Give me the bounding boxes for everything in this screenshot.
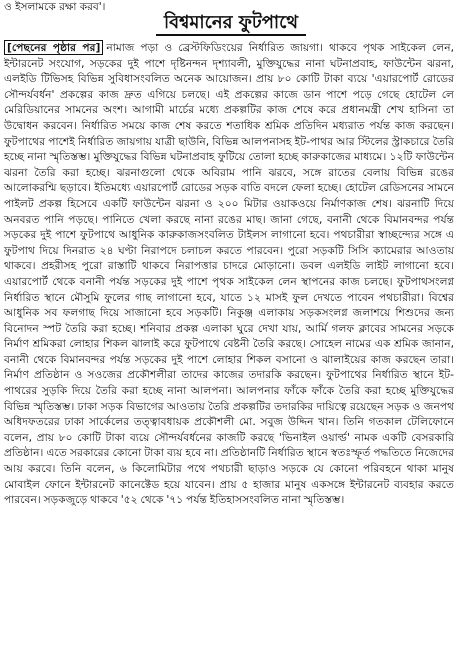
article-body-text: নামাজ পড়া ও ব্রেস্টফিডিংয়ের নির্ধারিত জায়গা। থাকবে পৃথক সাইকেল লেন, ইন্টারনেট সংযোগ, সড়কের দুই পাশে দৃষ্টিনন্দন দৃশ্যাবলী, মুক্তিযুদ্ধের নানা ঘটনাপ্রবাহ, ফাউন্টেন ঝরনা, এলইডি টিভিসহ বিভিন্ন সুবিধাসংবলিত অনেক আয়োজন। প্রায় ৮০ কোটি টাকা ব্যয়ে 'এয়ারপোর্ট রোডের সৌন্দর্যবর্ধন' প্রকল্পের কাজ দ্রুত এগিয়ে চলছে। এই প্রকল্পের কাজে ডান পাশে পড়ে গেছে হোটেল লে মেরিডিয়ানের সামনের অংশ। আগামী মার্চের মধ্যে প্রকল্পটির কাজ শেষে করে প্রধানমন্ত্রী শেখ হাসিনা তা উদ্বোধন করবেন। নির্ধারিত সময়ে কাজ শেষ করতে শতাধিক শ্রমিক প্রতিদিন মধ্যরাত পর্যন্ত কাজ করছেন। ফুটপাথের পাশেই নির্ধারিত জায়গায় যাত্রী ছাউনি, বিভিন্ন আলপনাসহ ইট-পাথর আর স্টিলের স্ট্রাকচারে তৈরি হচ্ছে নানা স্মৃতিস্তম্ভ। মুক্তিযুদ্ধের বিভিন্ন ঘটনাপ্রবাহ ফুটিয়ে তোলা হচ্ছে কারুকাজের মাধ্যমে। ১২টি ফাউন্টেন ঝরনা তৈরি করা হচ্ছে। ঝরনাগুলো থেকে অবিরাম পানি ঝরবে, সঙ্গে রাতের বেলায় বিভিন্ন রঙের আলোকরশ্মি ছড়াবে। ইতিমধ্যে এয়ারপোর্ট রোডের সড়ক বাতি বদলে ফেলা হচ্ছে। হোটেল রেডিসনের সামনে পাইলট প্রকল্প হিসেবে একটি ফাউন্টেন ঝরনা ও ২০০ মিটার ওয়াকওয়ে নির্মাণকাজ শেষ। ঝরনাটি দিয়ে অনবরত পানি পড়ছে। পানিতে খেলা করছে নানা রঙের মাছ। জানা গেছে, বনানী থেকে বিমানবন্দর পর্যন্ত সড়কের দুই পাশে ফুটপাথে আধুনিক কারুকাজসংবলিত টাইলস লাগানো হবে। পথচারীরা স্বাচ্ছন্দ্যের সঙ্গে এ ফুটপাথ দিয়ে দিনরাত ২৪ ঘণ্টা নিরাপদে চলাচল করতে পারবেন। পুরো সড়কটি সিসি ক্যামেরার আওতায় থাকবে। প্রহরীসহ পুরো রাস্তাটি থাকবে নিরাপত্তার চাদরে মোড়ানো। ডবল এলইডি লাইট লাগানো হবে। এয়ারপোর্ট থেকে বনানী পর্যন্ত সড়কের দুই পাশে পৃথক সাইকেল লেন স্থাপনের কাজ চলছে। ফুটপাথসংলগ্ন নির্ধারিত স্থানে মৌসুমি ফুলের গাছ লাগানো হবে, যাতে ১২ মাসই ফুল দেখতে পাবেন পথচারীরা। বিশ্বের আধুনিক সব ফলগাছ দিয়ে সাজানো হবে সড়কটি। নিকুঞ্জ এলাকায় সড়কসংলগ্ন জলাশয়ে শিশুদের জন্য বিনোদন স্পট তৈরি করা হচ্ছে। শনিবার প্রকল্প এলাকা ঘুরে দেখা যায়, আর্মি গলফ ক্লাবের সামনের সড়কে নির্মাণ শ্রমিকরা লোহার শিকল ঝালাই করে ফুটপাথে বেষ্টনী তৈরি করছে। সোহেল নামের এক শ্রমিক জানান, বনানী থেকে বিমানবন্দর পর্যন্ত সড়কের দুই পাশে লোহার শিকল বসানো ও ঝালাইয়ের কাজ করছেন তারা। নির্মাণ প্রতিষ্ঠান ও সওজের প্রকৌশলীরা তাদের কাজের তদারকি করছেন। ফুটপাথের নির্ধারিত স্থানে ইট-পাথরের সুড়কি দিয়ে তৈরি করা হচ্ছে নানা আলপনা। আলপনার ফাঁকে ফাঁকে তৈরি করা হচ্ছে মুক্তিযুদ্ধের বিভিন্ন স্মৃতিস্তম্ভ। ঢাকা সড়ক বিভাগের আওতায় তৈরি প্রকল্পটির তদারকির দায়িত্বে রয়েছেন সড়ক ও জনপথ অধিদফতরের ঢাকা সার্কেলের তত্ত্বাবধায়ক প্রকৌশলী মো. সবুজ উদ্দিন খান। তিনি গতকাল টেলিফোনে বলেন, প্রায় ৮০ কোটি টাকা ব্যয়ে সৌন্দর্যবর্ধনের কাজটি করছে 'ভিনাইল ওয়ার্ল্ড' নামক একটি বেসরকারি প্রতিষ্ঠান। এতে সরকারের কোনো টাকা ব্যয় হবে না। প্রতিষ্ঠানটি নির্ধারিত স্থানে স্বতঃস্ফূর্ত পদ্ধতিতে নিজেদের আয় করবে। তিনি বলেন, ৬ কিলোমিটার পথে পথচারী ছাড়াও সড়কে যে কোনো পরিবহনে থাকা মানুষ মোবাইল ফোনে ইন্টারনেট কানেক্টেড হয়ে যাবেন। প্রায় ৫ হাজার মানুষ একসঙ্গে ইন্টারনেট ব্যবহার করতে পারবেন। সড়কজুড়ে থাকবে '৫২ থেকে '৭১ পর্যন্ত ইতিহাসসংবলিত নানা স্মৃতিস্তম্ভ। [4,41,454,507]
article-body [4,40,454,508]
article-headline: বিশ্বমানের ফুটপাথে [156,12,306,36]
previous-article-tail: ও ইসলামকে রক্ষা করব'। [4,1,106,13]
continued-from-label: [পেছনের পৃষ্ঠার পর] [4,40,103,55]
headline-row [0,12,462,36]
